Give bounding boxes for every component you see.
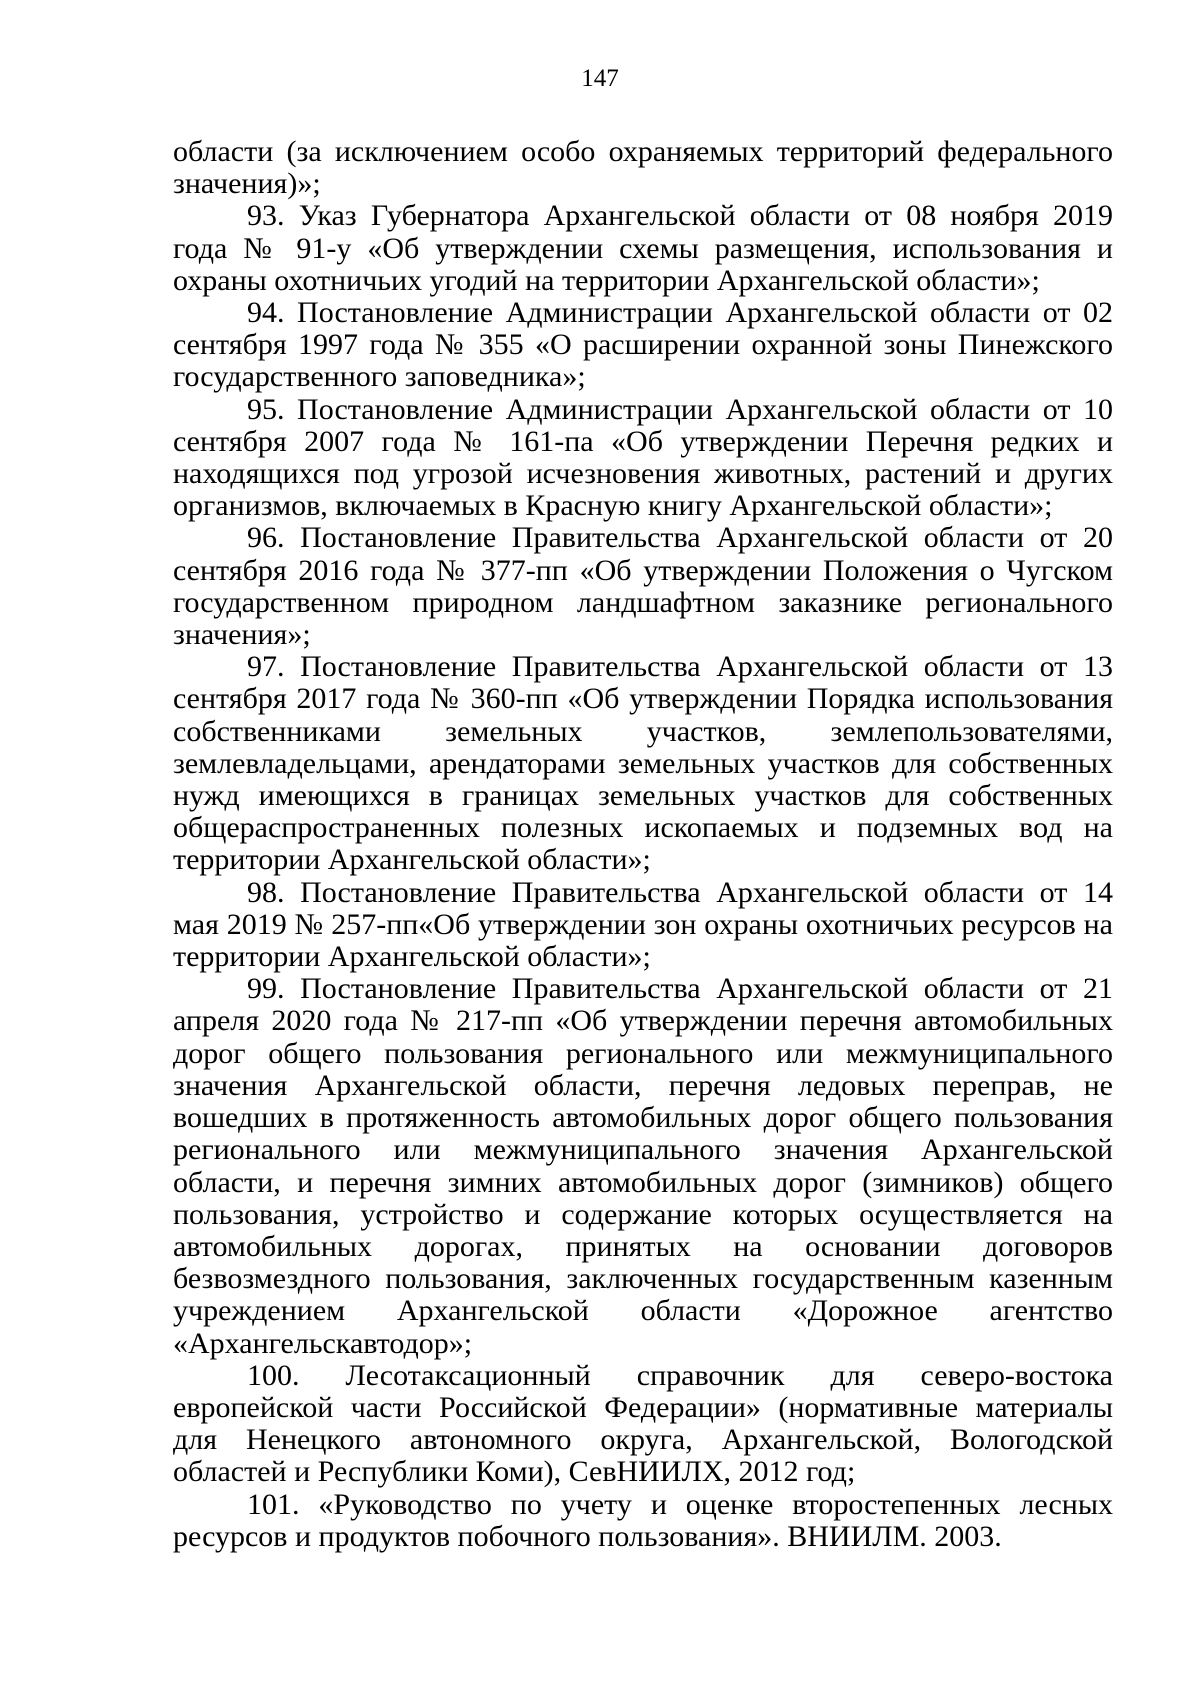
list-item-97: 97. Постановление Правительства Архангельской области от 13 сентября 2017 года № 360-пп «Об утверждении Порядка использования собственниками земельных участков, землепользователями, землевладельцами, арендаторами земельных участков для собственных нужд имеющихся в границах земельных участков для собственных общераспространенных полезных ископаемых и подземных вод на территории Архангельской области»; [173, 650, 1113, 877]
list-item-93: 93. Указ Губернатора Архангельской области от 08 ноября 2019 года № 91-у «Об утверждении схемы размещения, использования и охраны охотничьих угодий на территории Архангельской области»; [173, 199, 1113, 297]
page-number: 147 [581, 65, 619, 92]
list-item-101: 101. «Руководство по учету и оценке второстепенных лесных ресурсов и продуктов побочного пользования». ВНИИЛМ. 2003. [173, 1487, 1113, 1553]
paragraph-continuation: области (за исключением особо охраняемых территорий федерального значения)»; [173, 135, 1113, 201]
document-body [173, 136, 1113, 1553]
list-item-99: 99. Постановление Правительства Архангельской области от 21 апреля 2020 года № 217-пп «Об утверждении перечня автомобильных дорог общего пользования регионального или межмуниципального значения Архангельской области, перечня ледовых переправ, не вошедших в протяженность автомобильных дорог общего пользования регионального или межмуниципального значения Архангельской области, и перечня зимних автомобильных дорог (зимников) общего пользования, устройство и содержание которых осуществляется на автомобильных дорогах, принятых на основании договоров безвозмездного пользования, заключенных государственным казенным учреждением Архангельской области «Дорожное агентство «Архангельскавтодор»; [173, 972, 1113, 1360]
list-item-96: 96. Постановление Правительства Архангельской области от 20 сентября 2016 года № 377-пп «Об утверждении Положения о Чугском государственном природном ландшафтном заказнике регионального значения»; [173, 521, 1113, 652]
list-item-94: 94. Постановление Администрации Архангельской области от 02 сентября 1997 года № 355 «О расширении охранной зоны Пинежского государственного заповедника»; [173, 296, 1113, 394]
list-item-95: 95. Постановление Администрации Архангельской области от 10 сентября 2007 года № 161-па «Об утверждении Перечня редких и находящихся под угрозой исчезновения животных, растений и других организмов, включаемых в Красную книгу Архангельской области»; [173, 392, 1113, 523]
list-item-100: 100. Лесотаксационный справочник для северо-востока европейской части Российской Федерации» (нормативные материалы для Ненецкого автономного округа, Архангельской, Вологодской областей и Республики Коми), СевНИИЛХ, 2012 год; [173, 1358, 1113, 1489]
list-item-98: 98. Постановление Правительства Архангельской области от 14 мая 2019 № 257-пп«Об утверждении зон охраны охотничьих ресурсов на территории Архангельской области»; [173, 875, 1113, 974]
